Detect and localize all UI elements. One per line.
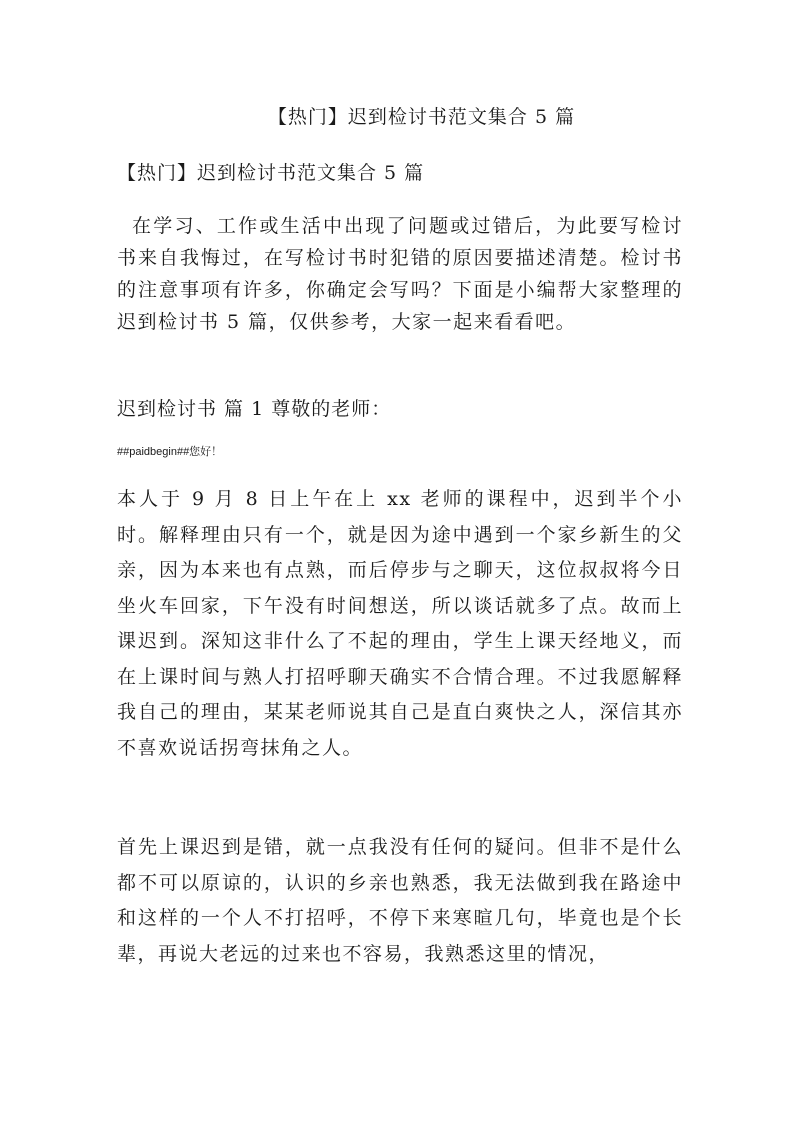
body-paragraph-2: 首先上课迟到是错，就一点我没有任何的疑问。但非不是什么都不可以原谅的，认识的乡亲也熟悉，我无法做到我在路途中和这样的一个人不打招呼，不停下来寒暄几句，毕竟也是个长辈，再说大老远的过来也不容易，我熟悉这里的情况， <box>117 836 683 965</box>
document-subtitle: 【热门】迟到检讨书范文集合 5 篇 <box>117 162 425 184</box>
document-title: 【热门】迟到检讨书范文集合 5 篇 <box>267 106 576 128</box>
section-heading: 迟到检讨书 篇 1 尊敬的老师： <box>117 398 392 420</box>
body-paragraph-1: 本人于 9 月 8 日上午在上 xx 老师的课程中，迟到半个小时。解释理由只有一个，就是因为途中遇到一个家乡新生的父亲，因为本来也有点熟，而后停步与之聊天，这位叔叔将今日坐火车回家，下午没有时间想送，所以谈话就多了点。故而上课迟到。深知这非什么了不起的理由，学生上课天经地义，而在上课时间与熟人打招呼聊天确实不合情合理。不过我愿解释我自己的理由，某某老师说其自己是直白爽快之人，深信其亦不喜欢说话拐弯抹角之人。 <box>117 488 683 759</box>
intro-paragraph: 在学习、工作或生活中出现了问题或过错后，为此要写检讨书来自我悔过，在写检讨书时犯错的原因要描述清楚。检讨书的注意事项有许多，你确定会写吗？下面是小编帮大家整理的迟到检讨书 5 篇，仅供参考，大家一起来看看吧。 <box>117 215 683 333</box>
paid-marker-text: ##paidbegin##您好！ <box>117 446 223 458</box>
